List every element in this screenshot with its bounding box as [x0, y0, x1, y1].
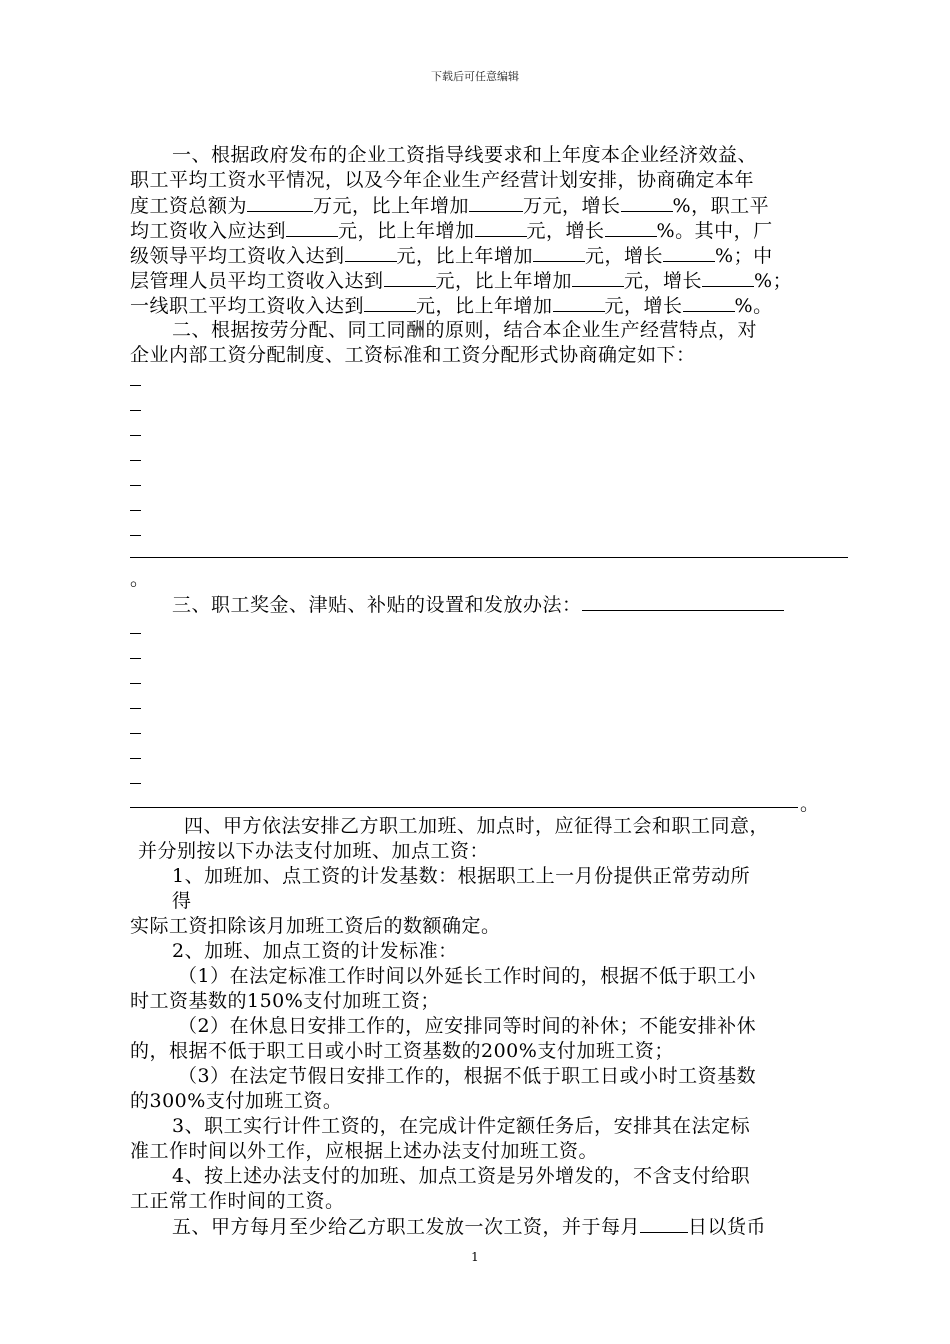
fill-line-mark[interactable] — [130, 719, 850, 744]
s1-text: 度工资总额为 — [130, 195, 248, 217]
blank-leader-growth[interactable] — [663, 243, 715, 262]
s1-text: 万元，增长 — [523, 195, 621, 217]
s2-line1: 二、根据按劳分配、同工同酬的原则，结合本企业生产经营特点，对 — [172, 319, 758, 341]
fill-line-mark[interactable] — [130, 669, 850, 694]
s4-p3a: 3、职工实行计件工资的，在完成计件定额任务后，安排其在法定标 — [172, 1115, 751, 1137]
s1-text: 万元，比上年增加 — [313, 195, 470, 217]
section-3-fill-rule[interactable] — [130, 807, 798, 808]
s1-text: %，职工平 — [672, 195, 770, 217]
s4-p3b: 准工作时间以外工作，应根据上述办法支付加班工资。 — [130, 1140, 599, 1162]
blank-bonus-method[interactable] — [582, 592, 784, 611]
s5-line1a: 五、甲方每月至少给乙方职工发放一次工资，并于每月 — [172, 1216, 641, 1238]
s4-p2b2: 的，根据不低于职工日或小时工资基数的200%支付加班工资； — [130, 1040, 674, 1062]
s1-line2: 职工平均工资水平情况，以及今年企业生产经营计划安排，协商确定本年 — [130, 169, 755, 191]
page-number: 1 — [471, 1250, 479, 1264]
fill-line-mark[interactable] — [130, 694, 850, 719]
fill-line-mark[interactable] — [130, 396, 850, 421]
section-3-fill-lines — [130, 619, 850, 794]
s1-text: 元，增长 — [624, 270, 703, 292]
s1-line1: 一、根据政府发布的企业工资指导线要求和上年度本企业经济效益、 — [172, 144, 758, 166]
blank-total-wage[interactable] — [247, 193, 313, 212]
s2-line2: 企业内部工资分配制度、工资标准和工资分配形式协商确定如下： — [130, 344, 696, 366]
s4-line1: 四、甲方依法安排乙方职工加班、加点时，应征得工会和职工同意， — [184, 815, 770, 837]
s1-text: 元，增长 — [604, 295, 683, 317]
s4-p2b1: （2）在休息日安排工作的，应安排同等时间的补休；不能安排补休 — [178, 1015, 757, 1037]
s1-text: 元，增长 — [585, 245, 664, 267]
blank-avg-increase[interactable] — [475, 218, 527, 237]
blank-frontline-increase[interactable] — [553, 293, 605, 312]
s4-p2a2: 时工资基数的150%支付加班工资； — [130, 990, 440, 1012]
s1-text: %。其中，厂 — [656, 220, 773, 242]
s4-p1c: 实际工资扣除该月加班工资后的数额确定。 — [130, 915, 501, 937]
s3-end-mark: 。 — [800, 793, 820, 815]
blank-leader-income[interactable] — [345, 243, 397, 262]
section-2-fill-rule[interactable] — [130, 557, 848, 558]
fill-line-mark[interactable] — [130, 521, 850, 546]
s1-text: %； — [754, 270, 793, 292]
section-5-payday — [130, 1214, 850, 1239]
page-header-note: 下载后可任意编辑 — [431, 70, 519, 83]
blank-frontline-income[interactable] — [364, 293, 416, 312]
s4-p4a: 4、按上述办法支付的加班、加点工资是另外增发的，不含支付给职 — [172, 1165, 751, 1187]
s1-text: %；中 — [715, 245, 773, 267]
s4-p2a1: （1）在法定标准工作时间以外延长工作时间的，根据不低于职工小 — [178, 965, 757, 987]
s1-text: 元，比上年增加 — [416, 295, 553, 317]
s4-p4b: 工正常工作时间的工资。 — [130, 1190, 345, 1212]
blank-mid-income[interactable] — [384, 268, 436, 287]
s4-p2: 2、加班、加点工资的计发标准： — [172, 940, 458, 962]
section-1-wage-totals — [130, 143, 850, 368]
fill-line-mark[interactable] — [130, 446, 850, 471]
s1-text: 均工资收入应达到 — [130, 220, 287, 242]
s4-p1b: 得 — [172, 890, 192, 912]
blank-total-growth[interactable] — [621, 193, 673, 212]
blank-avg-income[interactable] — [286, 218, 338, 237]
s1-text: 元，比上年增加 — [435, 270, 573, 292]
s3-line1: 三、职工奖金、津贴、补贴的设置和发放办法： — [172, 594, 582, 616]
s1-text: 级领导平均工资收入达到 — [130, 245, 345, 267]
blank-mid-growth[interactable] — [702, 268, 754, 287]
fill-line-mark[interactable] — [130, 421, 850, 446]
section-2-fill-lines — [130, 371, 850, 546]
fill-line-mark[interactable] — [130, 471, 850, 496]
fill-line-mark[interactable] — [130, 769, 850, 794]
blank-avg-growth[interactable] — [605, 218, 657, 237]
s1-text: 元，比上年增加 — [396, 245, 534, 267]
s5-line1b: 日以货币 — [688, 1216, 767, 1238]
blank-frontline-growth[interactable] — [683, 293, 735, 312]
blank-leader-increase[interactable] — [533, 243, 585, 262]
fill-line-mark[interactable] — [130, 644, 850, 669]
s1-text: 元，增长 — [526, 220, 605, 242]
fill-line-mark[interactable] — [130, 744, 850, 769]
s4-p2c1: （3）在法定节假日安排工作的，根据不低于职工日或小时工资基数 — [178, 1065, 757, 1087]
fill-line-mark[interactable] — [130, 371, 850, 396]
fill-line-mark[interactable] — [130, 619, 850, 644]
section-4-overtime — [130, 814, 850, 1239]
s1-text: 层管理人员平均工资收入达到 — [130, 270, 384, 292]
s2-end-mark: 。 — [130, 568, 150, 590]
blank-total-increase[interactable] — [469, 193, 523, 212]
s4-p2c2: 的300%支付加班工资。 — [130, 1090, 343, 1112]
blank-mid-increase[interactable] — [572, 268, 624, 287]
s1-text: 一线职工平均工资收入达到 — [130, 295, 365, 317]
section-3-bonus — [130, 592, 850, 617]
fill-line-mark[interactable] — [130, 496, 850, 521]
s4-p1a: 1、加班加、点工资的计发基数：根据职工上一月份提供正常劳动所 — [172, 865, 751, 887]
s1-text: %。 — [734, 295, 773, 317]
s4-line2: 并分别按以下办法支付加班、加点工资： — [138, 840, 490, 862]
blank-pay-day[interactable] — [640, 1214, 688, 1233]
s1-text: 元，比上年增加 — [338, 220, 475, 242]
